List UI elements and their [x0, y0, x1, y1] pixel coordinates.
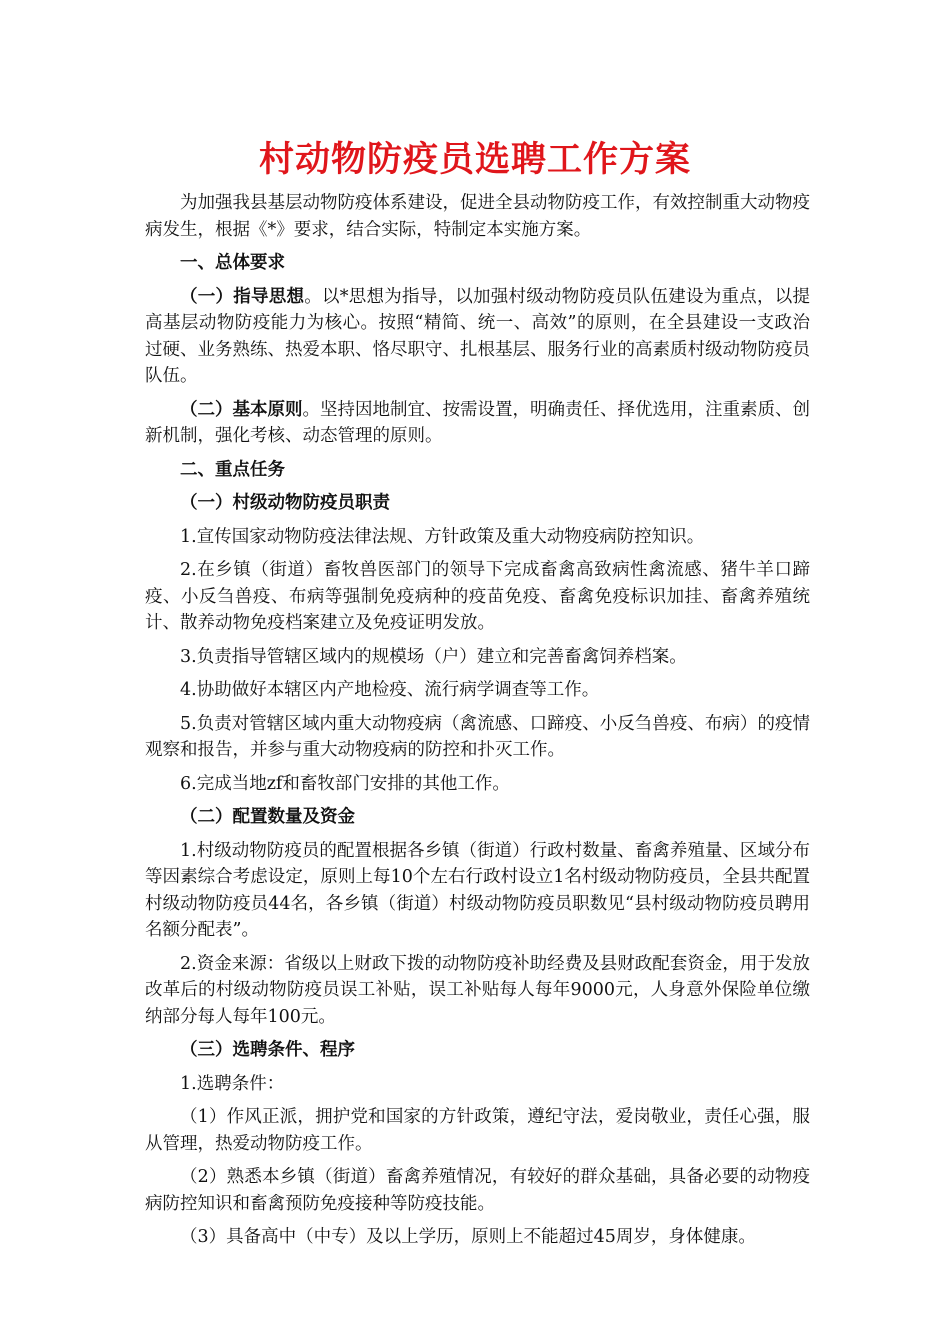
guiding-ideology-text: 。以*思想为指导，以加强村级动物防疫员队伍建设为重点，以提高基层动物防疫能力为核心。按照“精简、统一、高效”的原则，在全县建设一支政治过硬、业务熟练、热爱本职、恪尽职守、扎根基层、服务行业的高素质村级动物防疫员队伍。	[145, 286, 810, 386]
document-title: 村动物防疫员选聘工作方案	[258, 139, 691, 180]
list-item: （3）具备高中（中专）及以上学历，原则上不能超过45周岁，身体健康。	[180, 1227, 756, 1247]
list-item: （1）作风正派，拥护党和国家的方针政策，遵纪守法，爱岗敬业，责任心强，服从管理，热爱动物防疫工作。	[145, 1107, 810, 1154]
list-item: 1.村级动物防疫员的配置根据各乡镇（街道）行政村数量、畜禽养殖量、区域分布等因素综合考虑设定，原则上每10个左右行政村设立1名村级动物防疫员，全县共配置村级动物防疫员44名，各乡镇（街道）村级动物防疫员职数见“县村级动物防疫员聘用名额分配表”。	[145, 840, 810, 940]
subsection-heading-selection: （三）选聘条件、程序	[180, 1040, 355, 1060]
section-heading-1: 一、总体要求	[180, 253, 285, 273]
section-heading-2: 二、重点任务	[180, 459, 285, 480]
list-item: 2.在乡镇（街道）畜牧兽医部门的领导下完成畜禽高致病性禽流感、猪牛羊口蹄疫、小反刍兽疫、布病等强制免疫病种的疫苗免疫、畜禽免疫标识加挂、畜禽养殖统计、散养动物免疫档案建立及免疫证明发放。	[145, 560, 810, 633]
guiding-ideology-label: （一）指导思想	[180, 286, 305, 307]
list-item: 4.协助做好本辖区内产地检疫、流行病学调查等工作。	[180, 680, 600, 700]
list-item: 2.资金来源：省级以上财政下拨的动物防疫补助经费及县财政配套资金，用于发放改革后的村级动物防疫员误工补贴，误工补贴每人每年9000元，人身意外保险单位缴纳部分每人每年100元。	[145, 953, 810, 1027]
list-item: 6.完成当地zf和畜牧部门安排的其他工作。	[180, 773, 510, 794]
basic-principles-text: 。坚持因地制宜、按需设置，明确责任、择优选用，注重素质、创新机制，强化考核、动态管理的原则。	[145, 399, 810, 446]
basic-principles-label: （二）基本原则	[180, 399, 303, 420]
list-item: （2）熟悉本乡镇（街道）畜禽养殖情况，有较好的群众基础，具备必要的动物疫病防控知识和畜禽预防免疫接种等防疫技能。	[145, 1167, 810, 1214]
list-item: 5.负责对管辖区域内重大动物疫病（禽流感、口蹄疫、小反刍兽疫、布病）的疫情观察和报告，并参与重大动物疫病的防控和扑灭工作。	[145, 713, 810, 760]
document-body	[145, 190, 810, 1251]
selection-conditions-heading: 1.选聘条件：	[180, 1073, 285, 1094]
list-item: 1.宣传国家动物防疫法律法规、方针政策及重大动物疫病防控知识。	[180, 526, 705, 547]
list-item: 3.负责指导管辖区域内的规模场（户）建立和完善畜禽饲养档案。	[180, 646, 687, 667]
basic-principles-paragraph	[145, 397, 810, 450]
subsection-heading-duties: （一）村级动物防疫员职责	[180, 493, 390, 513]
subsection-heading-allocation: （二）配置数量及资金	[180, 807, 355, 827]
guiding-ideology-paragraph	[145, 284, 810, 390]
intro-paragraph: 为加强我县基层动物防疫体系建设，促进全县动物防疫工作，有效控制重大动物疫病发生，根据《*》要求，结合实际，特制定本实施方案。	[145, 193, 810, 240]
